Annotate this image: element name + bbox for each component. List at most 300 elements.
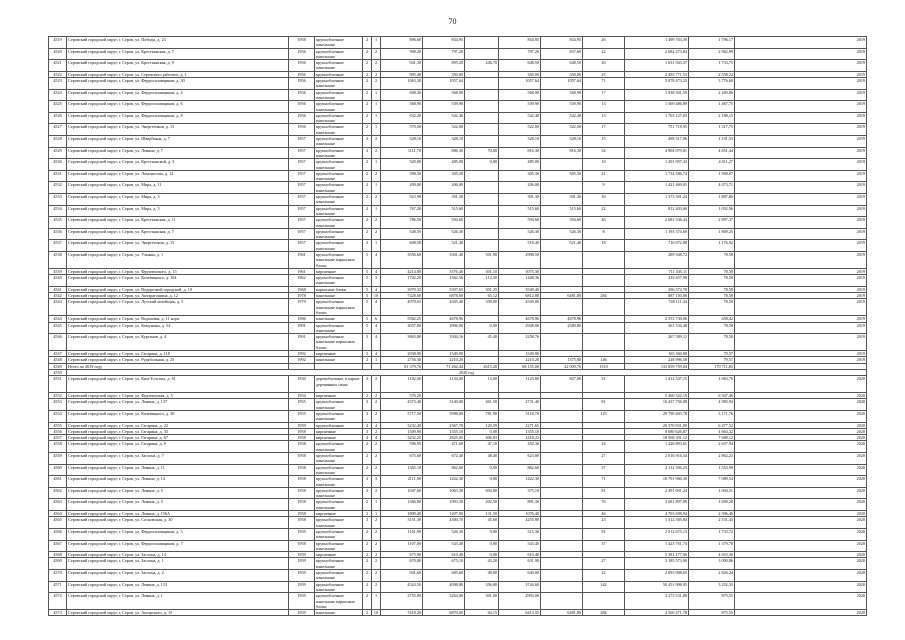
table-cell: 1957 (289, 147, 315, 159)
table-cell: Серовский городской округ, г. Серов, ул. Гагарина, д. 9 (67, 441, 289, 453)
table-cell: крупноблочные панельные (315, 159, 363, 171)
table-cell: 2 (372, 217, 381, 229)
table-cell: 4535 (49, 217, 67, 229)
table-cell: 548,50 (381, 228, 423, 240)
table-cell: 515,60 (423, 205, 465, 217)
table-row (49, 89, 867, 101)
table-cell: 3304,16 (423, 334, 465, 351)
table-cell: 4 011,27 (689, 159, 735, 171)
table-cell: 594,60 (499, 217, 541, 229)
table-cell: 539,90 (541, 101, 583, 113)
table-cell: 0,00 (465, 540, 499, 552)
table-cell: 4520 (49, 48, 67, 60)
table-cell: 2 493 771,53 (625, 71, 689, 77)
table-cell: 2020 (735, 593, 867, 610)
table-cell: Серовский городской округ, г. Серов, ул. Ангарского, д. 15 (67, 610, 289, 616)
table-cell: 1 101,53 (689, 136, 735, 148)
table-cell (541, 453, 583, 465)
table-cell: 1959 (289, 422, 315, 428)
table-cell: 4566 (49, 528, 67, 540)
table-cell: 816,30 (499, 147, 541, 159)
table-cell: 4 566 471,78 (625, 610, 689, 616)
table-cell: 13 (583, 112, 625, 124)
table-row (49, 217, 867, 229)
table-cell: 1366,00 (381, 499, 423, 511)
table-cell: 328,10 (381, 136, 423, 148)
table-cell: 875,55 (689, 593, 735, 610)
table-cell: 2 (363, 528, 372, 540)
table-cell: 71 (583, 78, 625, 90)
table-cell: Серовский городской округ, г. Серов, ул. Крестьянская, д. 9 (67, 60, 289, 72)
table-cell: 675,60 (381, 453, 423, 465)
table-cell: Серовский городской округ, г. Серов, ул. Ленина, д. 156А (67, 511, 289, 517)
table-cell: крупноблочные панельные (315, 228, 363, 240)
table-cell: 2756,30 (381, 357, 423, 363)
table-cell: 781,90 (465, 411, 499, 423)
table-cell: крупноблочные панельные (315, 240, 363, 252)
table-cell: 2938,90 (381, 351, 423, 357)
table-cell: 2019 (735, 112, 867, 124)
table-cell: 1562,56 (423, 275, 465, 287)
table-cell: 4528 (49, 136, 67, 148)
table-cell: 4305,40 (423, 299, 465, 316)
table-cell: 4549 (49, 363, 67, 369)
table-cell: 2 (363, 464, 372, 476)
table-cell: Серовский городской округ, г. Серов, ул. Энергетиков, д. 13 (67, 124, 289, 136)
page-number: 70 (448, 17, 457, 26)
table-cell (583, 275, 625, 287)
table-cell: 4 (372, 334, 381, 351)
table-cell: 2 (363, 78, 372, 90)
table-cell: Серовский городской округ, г. Серов, ул. Мира, д. 11 (67, 182, 289, 194)
table-row (49, 205, 867, 217)
table-cell: 1 (372, 593, 381, 610)
table-cell: 1957 (289, 170, 315, 182)
table-cell: 391,30 (499, 194, 541, 206)
table-row (49, 570, 867, 582)
table-row (49, 240, 867, 252)
table-cell: 1549,90 (423, 351, 465, 357)
table-cell: 1 (372, 89, 381, 101)
table-cell: 522,00 (499, 124, 541, 136)
table-cell: 4546 (49, 334, 67, 351)
table-cell: 4 (372, 322, 381, 334)
table-cell: 4979,63 (381, 299, 423, 316)
table-row (49, 228, 867, 240)
table-cell: 3865,80 (381, 334, 423, 351)
table-cell: 834,95 (499, 37, 541, 49)
table-cell: 2020 (735, 393, 867, 399)
table-cell: крупноблочные панельные (315, 441, 363, 453)
table-cell: 142 (583, 581, 625, 593)
table-cell: 1 (372, 240, 381, 252)
table-cell: 4 653,30 (689, 552, 735, 558)
table-cell: 834,95 (423, 37, 465, 49)
table-cell: 539,90 (499, 101, 541, 113)
table-cell: 0,00 (465, 552, 499, 558)
table-cell: 716 072,88 (625, 240, 689, 252)
table-cell: 0,00 (465, 464, 499, 476)
table-cell: 2 862,23 (689, 453, 735, 465)
table-row (49, 124, 867, 136)
table-cell: 6481,80 (541, 610, 583, 616)
table-cell: 2111,90 (381, 476, 423, 488)
table-cell: 2020 (735, 499, 867, 511)
table-cell: 7428,60 (381, 293, 423, 299)
table-cell: 4551 (49, 376, 67, 393)
table-cell: 1 796,17 (689, 37, 735, 49)
table-cell: Серовский городской округ, г. Серов, ул. Ленина, д. 14 (67, 476, 289, 488)
table-cell: 2 (363, 48, 372, 60)
table-cell: 526,30 (423, 528, 465, 540)
table-cell: 25 (583, 71, 625, 77)
table-cell: 4 (372, 435, 381, 441)
table-cell: 1959 (289, 558, 315, 570)
table-cell (465, 217, 499, 229)
table-cell: 4556 (49, 428, 67, 434)
table-cell: 22 (583, 48, 625, 60)
table-cell: 1959 (289, 610, 315, 616)
table-cell: 698,30 (381, 89, 423, 101)
table-cell: 694,80 (465, 487, 499, 499)
table-cell: 79,57 (689, 351, 735, 357)
table-cell: 2 269,86 (689, 89, 735, 101)
table-cell: 2 (363, 393, 372, 399)
table-cell: 2 (363, 376, 372, 393)
table-cell (465, 182, 499, 194)
table-cell: 1954 (289, 393, 315, 399)
table-row (49, 376, 867, 393)
table-cell: Серовский городской округ, г. Серов, ул. Ферросплавщиков, д. 30 (67, 78, 289, 90)
table-cell: 1979 (289, 299, 315, 316)
table-row (49, 170, 867, 182)
table-cell: 4549,00 (499, 299, 541, 316)
table-cell: 1 312 585,84 (625, 517, 689, 529)
table-cell: 7 688,12 (689, 435, 735, 441)
table-cell: 4568 (49, 552, 67, 558)
table-cell: Серовский городской округ, г. Серов, ул. Победы, д. 23 (67, 37, 289, 49)
table-row (49, 499, 867, 511)
table-cell: 4678,96 (541, 316, 583, 322)
table-cell: 71 (583, 476, 625, 488)
table-cell: 1956 (289, 60, 315, 72)
table-cell: 1448,36 (499, 275, 541, 287)
table-cell: крупноблочные панельные (315, 275, 363, 287)
table-cell: 1 176,92 (689, 240, 735, 252)
table-cell: 125 (583, 411, 625, 423)
table-cell: Серовский городской округ, г. Серов, ул. Мира, д. 5 (67, 205, 289, 217)
table-cell: 30 (583, 194, 625, 206)
table-cell: 2 (372, 393, 381, 399)
table-cell: 923,90 (381, 194, 423, 206)
table-cell: 1 703 127,03 (625, 112, 689, 124)
table-cell: 133 859 759,04 (625, 363, 689, 369)
table-cell: 391,30 (541, 194, 583, 206)
table-cell: 1978 (289, 293, 315, 299)
table-cell: Серовский городской округ, г. Серов, ул. Антарагошина, д. 12 (67, 293, 289, 299)
table-cell: крупноблочные панельные (315, 60, 363, 72)
table-cell: 3301,40 (423, 251, 465, 268)
table-cell: 4540 (49, 275, 67, 287)
table-cell: 46 (583, 511, 625, 517)
table-cell: 4678,96 (499, 316, 541, 322)
table-row (49, 147, 867, 159)
table-cell: 875,55 (689, 610, 735, 616)
table-cell: 1958 (289, 428, 315, 434)
table-cell: 4571 (49, 581, 67, 593)
table-cell: 1355,10 (423, 428, 465, 434)
table-cell: 1957 (289, 240, 315, 252)
table-cell: 0,00 (465, 159, 499, 171)
table-cell: 542,40 (423, 112, 465, 124)
table-cell: 1955 (289, 411, 315, 423)
table-cell: 2 (363, 60, 372, 72)
table-cell: 1 (372, 37, 381, 49)
table-cell: 5118,70 (499, 411, 541, 423)
table-cell: 4373,40 (381, 399, 423, 411)
table-cell: 305,30 (499, 170, 541, 182)
table-cell: 1957 (289, 228, 315, 240)
table-cell: Серовский городской округ, г. Серов, ул. Заслона, д. 7 (67, 453, 289, 465)
table-row (49, 593, 867, 610)
table-cell (541, 476, 583, 488)
table-cell: 4525 (49, 101, 67, 113)
table-cell: 6878,00 (423, 293, 465, 299)
table-cell: кирпичные (315, 428, 363, 434)
table-cell: 2993,00 (499, 593, 541, 610)
table-cell: 4521 (49, 60, 67, 72)
table-cell: 648,50 (499, 60, 541, 72)
table-cell: 1 (372, 124, 381, 136)
table-cell: 2 (372, 558, 381, 570)
table-cell: 685,60 (423, 570, 465, 582)
table-cell: 526,30 (423, 228, 465, 240)
table-cell: 1 421 469,01 (625, 182, 689, 194)
table-cell: 1125,80 (499, 376, 541, 393)
table-cell: 2906,00 (423, 322, 465, 334)
table-cell: крупноблочные панельные (315, 37, 363, 49)
table-cell: 4538 (49, 251, 67, 268)
table-cell: 1956 (289, 89, 315, 101)
table-cell: 1365,10 (381, 464, 423, 476)
table-cell: 2019 (735, 334, 867, 351)
table-cell: 3264,00 (423, 593, 465, 610)
table-row (49, 112, 867, 124)
table-cell: Серовский городской округ, г. Серов, ул. Гагарина, д. 118 (67, 351, 289, 357)
table-cell: 941,30 (381, 60, 423, 72)
table-cell (541, 299, 583, 316)
table-cell: 1422,30 (423, 476, 465, 488)
table-cell: 301,00 (465, 593, 499, 610)
table-cell: 4541 (49, 286, 67, 292)
table-cell (541, 159, 583, 171)
table-cell (541, 251, 583, 268)
table-cell: 2020 (735, 399, 867, 411)
table-cell: 1355,10 (499, 428, 541, 434)
table-cell: 2019 (735, 194, 867, 206)
table-cell: 328,10 (541, 136, 583, 148)
table-cell: панельные (315, 316, 363, 322)
table-cell: 0,00 (465, 322, 499, 334)
table-cell: 81 (583, 487, 625, 499)
table-cell: 3232,25 (381, 435, 423, 441)
table-cell: Серовский городской округ, г. Серов, ул. Кочевицкого, д. 30 (67, 411, 289, 423)
table-cell: 886,30 (423, 147, 465, 159)
table-cell: 42 009,76 (541, 363, 583, 369)
table-cell: 356,80 (465, 581, 499, 593)
table-cell: крупноблочные панельные (315, 517, 363, 529)
table-cell: 2 016 916,34 (625, 453, 689, 465)
table-cell: 1955 (289, 399, 315, 411)
table-cell: 4557 (49, 435, 67, 441)
table-cell: 3744,60 (499, 581, 541, 593)
table-cell: 4548 (49, 357, 67, 363)
table-cell: 2019 (735, 205, 867, 217)
table-cell: 350,00 (541, 71, 583, 77)
table-row (49, 78, 867, 90)
table-cell: 2020 (735, 487, 867, 499)
table-cell: 2 (363, 217, 372, 229)
table-cell: 1958 (289, 487, 315, 499)
table-row (49, 37, 867, 49)
table-row (49, 251, 867, 268)
table-row (49, 610, 867, 616)
table-cell: Серовский городской округ, г. Серов, ул. Крестьянская, д. 7 (67, 228, 289, 240)
table-cell: 10 (583, 159, 625, 171)
table-cell: 2020 (735, 441, 867, 453)
table-cell: 522,00 (423, 124, 465, 136)
table-cell: 3755,00 (381, 593, 423, 610)
table-cell: 1 908,07 (689, 170, 735, 182)
table-cell: 4 (372, 351, 381, 357)
table-cell (541, 558, 583, 570)
table-cell: 2019 (735, 147, 867, 159)
table-cell: 862,60 (423, 464, 465, 476)
table-cell: 78,58 (689, 286, 735, 292)
table-cell: 1958 (289, 476, 315, 488)
table-cell: Серовский городской округ, г. Серов, ул. Энергетиков, д. 15 (67, 240, 289, 252)
table-cell: крупноблочные панельные (315, 78, 363, 90)
table-cell: 45,60 (465, 517, 499, 529)
table-cell: 1 317,75 (689, 124, 735, 136)
table-cell (465, 240, 499, 252)
table-cell: 1959 (289, 570, 315, 582)
table-cell: Серовский городской округ, г. Серов, ул. Ферросплавщиков, д. 6 (67, 101, 289, 113)
table-cell: 1057,64 (423, 78, 465, 90)
table-cell: Серовский городской округ, г. Серов, ул. Ленина, д. 11 (67, 464, 289, 476)
table-cell: крупноблочные панельные (315, 170, 363, 182)
table-cell: Серовский городской округ, г. Серов, ул. Водоновы, д. 11 корп. (67, 316, 289, 322)
table-cell: 4 703 698,94 (625, 511, 689, 517)
table-cell: 4324,50 (381, 581, 423, 593)
table-cell: крупноблочные панельные (315, 124, 363, 136)
table-cell: 539,90 (423, 101, 465, 113)
table-cell: 16 437 756,08 (625, 399, 689, 411)
table-cell: 27 (583, 558, 625, 570)
table-cell: 1 553,90 (689, 464, 735, 476)
table-cell: 522,00 (541, 124, 583, 136)
table-cell: 4678,96 (423, 316, 465, 322)
table-cell: 2998,50 (499, 251, 541, 268)
table-cell: 5 (363, 334, 372, 351)
table-cell: 1 467,75 (689, 101, 735, 113)
table-cell: 862,60 (499, 464, 541, 476)
table-cell: 5 381 177,06 (625, 552, 689, 558)
table-cell (465, 170, 499, 182)
table-row (49, 411, 867, 423)
table-cell: 43,20 (465, 558, 499, 570)
table-cell: 3 090,86 (689, 558, 735, 570)
table-cell: 2 (372, 464, 381, 476)
table-cell: Серовский городской округ, г. Серов, ул. Курганов, д. 4 (67, 334, 289, 351)
table-cell: 6870,00 (423, 610, 465, 616)
table-cell: 2 681 336,44 (625, 217, 689, 229)
table-cell: 1 004,51 (689, 487, 735, 499)
table-cell: крупноблочные (315, 422, 363, 428)
table-cell: Серовский городской округ, г. Серов, ул. Фрунзенского, д. 15 (67, 268, 289, 274)
table-cell: 2 (363, 610, 372, 616)
table-cell: 6 (372, 316, 381, 322)
table-cell: 2 (363, 487, 372, 499)
table-row (49, 299, 867, 316)
table-cell: 5 (363, 286, 372, 292)
table-cell: 2019 (735, 316, 867, 322)
table-cell: Серовский городской округ, г. Серов, ул. Крестьянской, д. 3 (67, 159, 289, 171)
table-cell: 29 790 403,78 (625, 411, 689, 423)
table-cell: 2 (363, 112, 372, 124)
table-cell: 5 (363, 322, 372, 334)
table-cell: крупноблочные панельные (315, 217, 363, 229)
table-cell: 542,40 (499, 112, 541, 124)
table-cell: крупноблочные панельные (315, 411, 363, 423)
table-cell: 3556,60 (381, 251, 423, 268)
table-row (49, 517, 867, 529)
table-cell: 2020 (735, 464, 867, 476)
table-cell: 2825,05 (423, 435, 465, 441)
table-cell: 18 (583, 240, 625, 252)
table-cell: крупноблочные панельные каркасные блоки (315, 593, 363, 610)
table-cell: 623,00 (499, 453, 541, 465)
table-cell: 4 664,32 (689, 428, 735, 434)
table-cell: 4570 (49, 570, 67, 582)
table-cell: 2019 (735, 357, 867, 363)
table-cell: Серовский городской округ, г. Серов, ул. Крестьянская, д. 7 (67, 48, 289, 60)
table-cell (541, 499, 583, 511)
housing-table (48, 36, 867, 616)
table-cell: 1 201 957,43 (625, 159, 689, 171)
table-cell: 4 (363, 422, 372, 428)
table-cell: 18 568 391,12 (625, 435, 689, 441)
table-cell: крупноблочные панельные (315, 581, 363, 593)
table-cell: 9 (583, 182, 625, 194)
table-cell: 4 (372, 299, 381, 316)
table-cell: 15 (583, 136, 625, 148)
table-cell: 3258,76 (499, 334, 541, 351)
table-cell: Серовский городской округ, г. Серов, ул. Серовского рабочего, д. 1 (67, 71, 289, 77)
table-cell: 2 (363, 357, 372, 363)
table-cell (541, 517, 583, 529)
table-cell: 2020 (735, 476, 867, 488)
table-cell: 1957 (289, 136, 315, 148)
table-cell: 2019 (735, 71, 867, 77)
table-cell: 4569 (49, 558, 67, 570)
table-cell: 2 (363, 511, 372, 517)
table-cell: 1076,40 (499, 511, 541, 517)
table-cell: 2 684 473,84 (625, 48, 689, 60)
table-cell: 2019 (735, 37, 867, 49)
table-cell: 1958 (289, 517, 315, 529)
table-row (49, 581, 867, 593)
